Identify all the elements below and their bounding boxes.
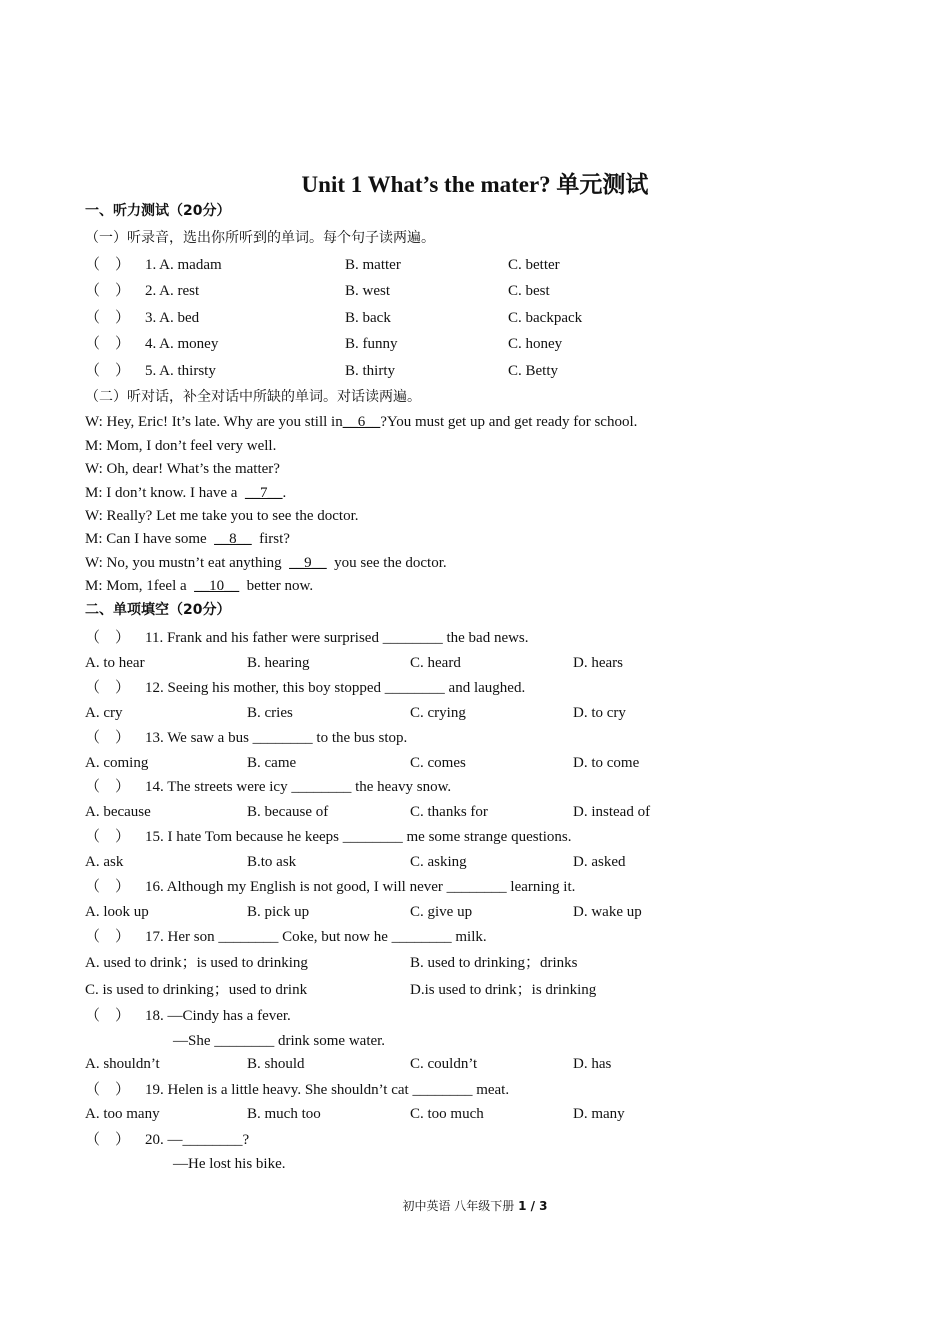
listening-question [85,308,199,328]
question-17 [85,927,487,947]
listening-part1-instruction: （一）听录音，选出你所听到的单词。每个句子读两遍。 [85,230,435,246]
question-text: 18. —Cindy has a fever. [145,1008,291,1024]
option-c: C. asking [410,854,467,870]
option-c: C. couldn’t [410,1056,478,1072]
option-a: A. ask [85,854,124,870]
question-20 [85,1130,249,1150]
option-d: D.is used to drink；is drinking [410,982,597,998]
option-b: B. should [247,1056,305,1072]
listening-question [85,334,218,354]
option-d: D. to cry [573,705,626,721]
option-d: D. wake up [573,904,642,920]
answer-paren: （ ） [85,1132,131,1148]
dialogue-text-after: better now. [239,578,314,594]
dialogue-blank: __10__ [194,578,240,594]
question-14 [85,777,451,797]
option-b: B. funny [345,336,398,352]
option-a: A. cry [85,705,123,721]
answer-paren: （ ） [85,363,131,379]
option-a: A. used to drink；is used to drinking [85,955,308,971]
dialogue-text: M: Mom, I don’t feel very well. [85,438,277,454]
answer-paren: （ ） [85,336,131,352]
question-18 [85,1006,291,1026]
option-b: B. cries [247,705,293,721]
answer-paren: （ ） [85,283,131,299]
answer-paren: （ ） [85,929,131,945]
option-b: B. pick up [247,904,310,920]
listening-question [85,281,199,301]
option-c: C. better [508,257,560,273]
listening-part2-instruction: （二）听对话，补全对话中所缺的单词。对话读两遍。 [85,389,421,405]
dialogue-line [85,483,286,503]
option-b: B. hearing [247,655,310,671]
option-a: 4. A. money [145,336,219,352]
dialogue-text-after: ?You must get up and get ready for school. [380,414,638,430]
option-b: B. west [345,283,390,299]
option-c: C. thanks for [410,804,488,820]
option-c: C. too much [410,1106,484,1122]
option-b: B. because of [247,804,329,820]
option-d: D. hears [573,655,623,671]
option-d: D. asked [573,854,626,870]
section-heading-single-choice: 二、单项填空（20分） [85,602,231,618]
dialogue-blank: __9__ [289,555,327,571]
question-text: 12. Seeing his mother, this boy stopped ________ and laughed. [145,680,526,696]
question-text: 17. Her son ________ Coke, but now he ________ milk. [145,929,487,945]
option-b: B. used to drinking；drinks [410,955,578,971]
dialogue-line [85,459,280,479]
question-11 [85,628,529,648]
option-a: A. because [85,804,151,820]
dialogue-text-after: first? [251,531,290,547]
option-d: D. many [573,1106,625,1122]
question-text: 14. The streets were icy ________ the heavy snow. [145,779,452,795]
option-c: C. Betty [508,363,559,379]
dialogue-text: W: Hey, Eric! It’s late. Why are you still in [85,414,343,430]
page-title: Unit 1 What’s the mater? 单元测试 [301,172,649,197]
question-13 [85,728,407,748]
dialogue-line [85,506,359,526]
question-text: 13. We saw a bus ________ to the bus stop. [145,730,408,746]
dialogue-text-after: . [282,485,287,501]
question-15 [85,827,572,847]
answer-paren: （ ） [85,680,131,696]
option-b: B. much too [247,1106,321,1122]
option-a: 3. A. bed [145,310,200,326]
answer-paren: （ ） [85,779,131,795]
option-a: 2. A. rest [145,283,200,299]
answer-paren: （ ） [85,879,131,895]
option-c: C. best [508,283,550,299]
dialogue-text: M: I don’t know. I have a [85,485,245,501]
option-c: C. heard [410,655,461,671]
dialogue-line [85,412,637,432]
listening-question [85,361,216,381]
option-a: 5. A. thirsty [145,363,216,379]
option-a: A. coming [85,755,149,771]
option-c: C. honey [508,336,563,352]
answer-paren: （ ） [85,630,131,646]
option-c: C. give up [410,904,473,920]
option-b: B. back [345,310,391,326]
question-text: 16. Although my English is not good, I will never ________ learning it. [145,879,576,895]
option-a: A. to hear [85,655,145,671]
dialogue-line [85,436,276,456]
dialogue-blank: __6__ [342,414,381,430]
question-text: 11. Frank and his father were surprised ________ the bad news. [145,630,529,646]
page-footer [0,1197,950,1215]
answer-paren: （ ） [85,1008,131,1024]
question-16 [85,877,575,897]
dialogue-text: W: Oh, dear! What’s the matter? [85,461,280,477]
option-c: C. comes [410,755,466,771]
option-a: A. look up [85,904,149,920]
option-a: 1. A. madam [145,257,222,273]
dialogue-line [85,529,290,549]
option-d: D. instead of [573,804,651,820]
option-d: D. has [573,1056,612,1072]
question-text: 20. —________? [145,1132,250,1148]
option-c: C. is used to drinking；used to drink [85,982,308,998]
dialogue-line [85,553,447,573]
question-18-response: —She ________ drink some water. [173,1033,386,1049]
question-text: 19. Helen is a little heavy. She shouldn’t cat ________ meat. [145,1082,510,1098]
question-20-response: —He lost his bike. [173,1156,286,1172]
answer-paren: （ ） [85,1082,131,1098]
question-19 [85,1080,509,1100]
option-a: A. shouldn’t [85,1056,160,1072]
dialogue-text: W: Really? Let me take you to see the doctor. [85,508,359,524]
question-12 [85,678,525,698]
listening-question [85,255,222,275]
dialogue-blank: __7__ [244,485,283,501]
option-d: D. to come [573,755,640,771]
dialogue-line [85,576,313,596]
dialogue-text: M: Mom, 1feel a [85,578,195,594]
option-c: C. crying [410,705,466,721]
question-text: 15. I hate Tom because he keeps ________ me some strange questions. [145,829,572,845]
answer-paren: （ ） [85,257,131,273]
option-c: C. backpack [508,310,583,326]
option-b: B. came [247,755,297,771]
dialogue-blank: __8__ [214,531,252,547]
dialogue-text: M: Can I have some [85,531,215,547]
dialogue-text-after: you see the doctor. [326,555,447,571]
footer-text: 初中英语 八年级下册 [402,1199,519,1213]
dialogue-text: W: No, you mustn’t eat anything [85,555,290,571]
page-number: 1 / 3 [518,1199,548,1213]
answer-paren: （ ） [85,829,131,845]
option-a: A. too many [85,1106,160,1122]
option-b: B.to ask [247,854,297,870]
option-b: B. matter [345,257,401,273]
answer-paren: （ ） [85,730,131,746]
section-heading-listening: 一、听力测试（20分） [85,203,231,219]
answer-paren: （ ） [85,310,131,326]
option-b: B. thirty [345,363,396,379]
